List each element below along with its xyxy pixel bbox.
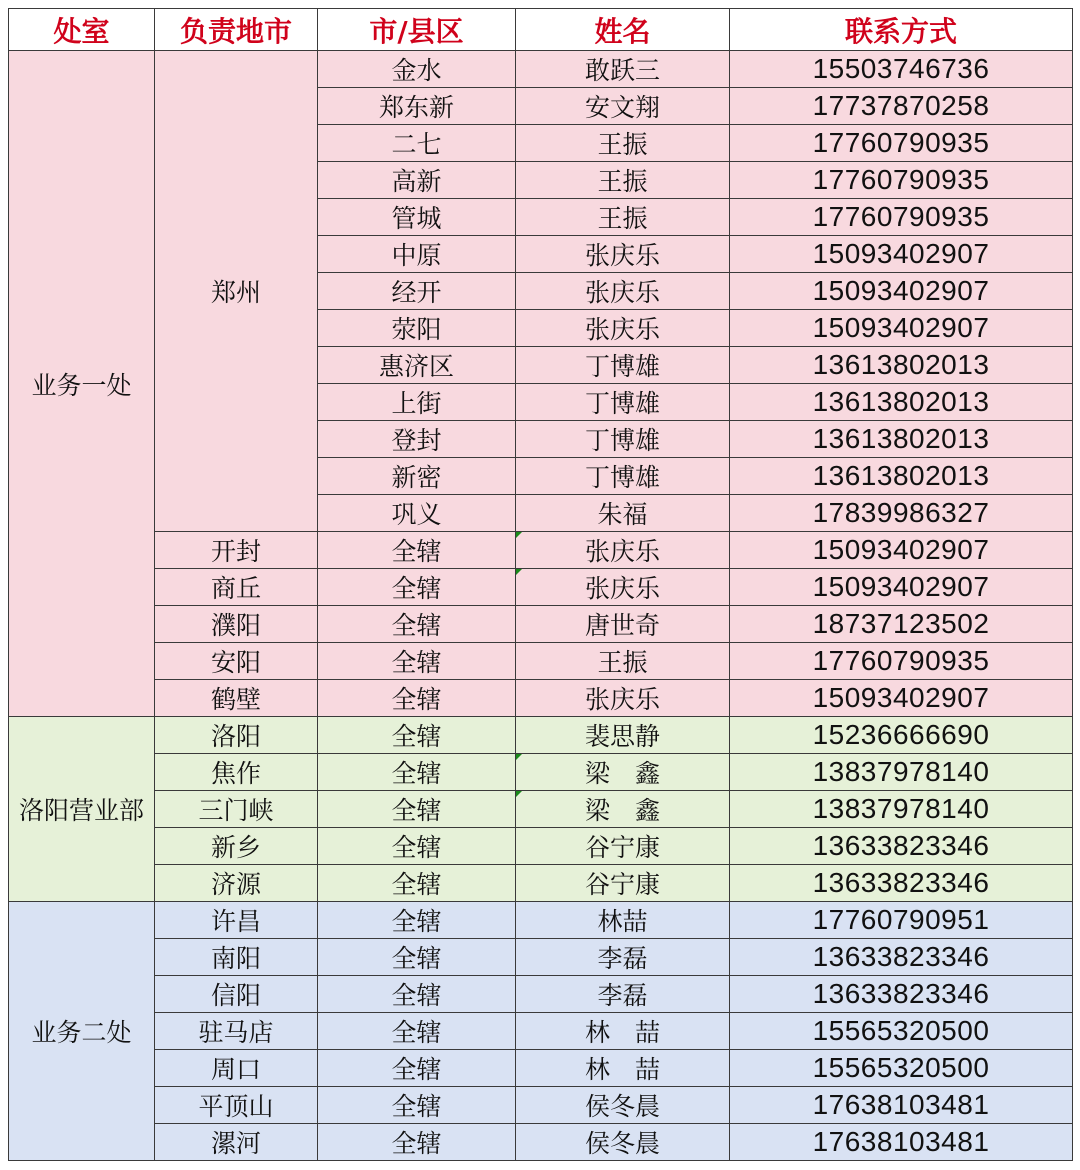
district-cell: 郑东新 xyxy=(318,88,516,125)
phone-cell: 13613802013 xyxy=(730,458,1073,495)
district-cell: 全辖 xyxy=(318,1087,516,1124)
city-cell: 洛阳 xyxy=(155,717,318,754)
name-cell: 李磊 xyxy=(516,976,730,1013)
city-cell: 鹤壁 xyxy=(155,680,318,717)
phone-cell: 17638103481 xyxy=(730,1124,1073,1161)
name-cell: 朱福 xyxy=(516,495,730,532)
phone-cell: 13613802013 xyxy=(730,421,1073,458)
name-cell: 张庆乐 xyxy=(516,532,730,569)
district-cell: 全辖 xyxy=(318,1013,516,1050)
city-cell: 新乡 xyxy=(155,828,318,865)
city-cell: 漯河 xyxy=(155,1124,318,1161)
phone-cell: 13613802013 xyxy=(730,384,1073,421)
city-cell: 郑州 xyxy=(155,51,318,532)
district-cell: 全辖 xyxy=(318,1124,516,1161)
district-cell: 巩义 xyxy=(318,495,516,532)
city-cell: 开封 xyxy=(155,532,318,569)
name-cell: 林 喆 xyxy=(516,1050,730,1087)
district-cell: 全辖 xyxy=(318,828,516,865)
name-cell: 安文翔 xyxy=(516,88,730,125)
table-row xyxy=(9,1050,1073,1087)
district-cell: 全辖 xyxy=(318,680,516,717)
name-cell: 张庆乐 xyxy=(516,569,730,606)
table-row xyxy=(9,791,1073,828)
city-cell: 焦作 xyxy=(155,754,318,791)
phone-cell: 15236666690 xyxy=(730,717,1073,754)
district-cell: 全辖 xyxy=(318,532,516,569)
city-cell: 安阳 xyxy=(155,643,318,680)
name-cell: 张庆乐 xyxy=(516,680,730,717)
name-cell: 裴思静 xyxy=(516,717,730,754)
district-cell: 全辖 xyxy=(318,606,516,643)
phone-cell: 15565320500 xyxy=(730,1050,1073,1087)
district-cell: 上街 xyxy=(318,384,516,421)
table-row xyxy=(9,606,1073,643)
name-cell: 侯冬晨 xyxy=(516,1124,730,1161)
name-cell: 林喆 xyxy=(516,902,730,939)
name-cell: 李磊 xyxy=(516,939,730,976)
table-row xyxy=(9,717,1073,754)
name-cell: 张庆乐 xyxy=(516,310,730,347)
table-row xyxy=(9,939,1073,976)
table-row xyxy=(9,865,1073,902)
name-cell: 丁博雄 xyxy=(516,384,730,421)
office-cell: 业务一处 xyxy=(9,51,155,717)
district-cell: 新密 xyxy=(318,458,516,495)
header-phone: 联系方式 xyxy=(730,9,1073,51)
name-cell: 唐世奇 xyxy=(516,606,730,643)
city-cell: 驻马店 xyxy=(155,1013,318,1050)
phone-cell: 13837978140 xyxy=(730,791,1073,828)
city-cell: 三门峡 xyxy=(155,791,318,828)
phone-cell: 13633823346 xyxy=(730,865,1073,902)
district-cell: 全辖 xyxy=(318,717,516,754)
district-cell: 全辖 xyxy=(318,976,516,1013)
name-cell: 侯冬晨 xyxy=(516,1087,730,1124)
district-cell: 经开 xyxy=(318,273,516,310)
contact-table-container xyxy=(8,8,1072,1161)
city-cell: 许昌 xyxy=(155,902,318,939)
table-row xyxy=(9,680,1073,717)
city-cell: 濮阳 xyxy=(155,606,318,643)
district-cell: 登封 xyxy=(318,421,516,458)
district-cell: 惠济区 xyxy=(318,347,516,384)
district-cell: 全辖 xyxy=(318,902,516,939)
table-header xyxy=(9,9,1073,51)
city-cell: 商丘 xyxy=(155,569,318,606)
table-row xyxy=(9,902,1073,939)
phone-cell: 13633823346 xyxy=(730,939,1073,976)
table-row xyxy=(9,828,1073,865)
phone-cell: 17760790935 xyxy=(730,199,1073,236)
phone-cell: 13613802013 xyxy=(730,347,1073,384)
city-cell: 信阳 xyxy=(155,976,318,1013)
name-cell: 谷宁康 xyxy=(516,828,730,865)
phone-cell: 17760790935 xyxy=(730,643,1073,680)
district-cell: 全辖 xyxy=(318,754,516,791)
district-cell: 中原 xyxy=(318,236,516,273)
district-cell: 全辖 xyxy=(318,643,516,680)
district-cell: 全辖 xyxy=(318,939,516,976)
phone-cell: 13633823346 xyxy=(730,828,1073,865)
phone-cell: 15093402907 xyxy=(730,569,1073,606)
table-row xyxy=(9,976,1073,1013)
name-cell: 敢跃三 xyxy=(516,51,730,88)
office-cell: 业务二处 xyxy=(9,902,155,1161)
district-cell: 二七 xyxy=(318,125,516,162)
table-row xyxy=(9,569,1073,606)
name-cell: 丁博雄 xyxy=(516,421,730,458)
name-cell: 王振 xyxy=(516,125,730,162)
table-body xyxy=(9,51,1073,1161)
name-cell: 张庆乐 xyxy=(516,273,730,310)
header-name: 姓名 xyxy=(516,9,730,51)
phone-cell: 17760790935 xyxy=(730,162,1073,199)
city-cell: 济源 xyxy=(155,865,318,902)
office-cell: 洛阳营业部 xyxy=(9,717,155,902)
table-row xyxy=(9,754,1073,791)
city-cell: 平顶山 xyxy=(155,1087,318,1124)
phone-cell: 17638103481 xyxy=(730,1087,1073,1124)
district-cell: 高新 xyxy=(318,162,516,199)
district-cell: 管城 xyxy=(318,199,516,236)
name-cell: 丁博雄 xyxy=(516,347,730,384)
name-cell: 林 喆 xyxy=(516,1013,730,1050)
contact-table xyxy=(8,8,1073,1161)
name-cell: 王振 xyxy=(516,643,730,680)
phone-cell: 15093402907 xyxy=(730,680,1073,717)
district-cell: 全辖 xyxy=(318,791,516,828)
phone-cell: 15565320500 xyxy=(730,1013,1073,1050)
district-cell: 全辖 xyxy=(318,569,516,606)
name-cell: 梁 鑫 xyxy=(516,754,730,791)
table-row xyxy=(9,51,1073,88)
district-cell: 荥阳 xyxy=(318,310,516,347)
table-row xyxy=(9,1087,1073,1124)
district-cell: 全辖 xyxy=(318,865,516,902)
table-row xyxy=(9,1124,1073,1161)
header-district: 市/县区 xyxy=(318,9,516,51)
header-office: 处室 xyxy=(9,9,155,51)
name-cell: 张庆乐 xyxy=(516,236,730,273)
name-cell: 谷宁康 xyxy=(516,865,730,902)
name-cell: 王振 xyxy=(516,162,730,199)
phone-cell: 15093402907 xyxy=(730,532,1073,569)
table-row xyxy=(9,1013,1073,1050)
phone-cell: 18737123502 xyxy=(730,606,1073,643)
city-cell: 周口 xyxy=(155,1050,318,1087)
phone-cell: 13837978140 xyxy=(730,754,1073,791)
phone-cell: 15093402907 xyxy=(730,273,1073,310)
name-cell: 丁博雄 xyxy=(516,458,730,495)
phone-cell: 15093402907 xyxy=(730,236,1073,273)
phone-cell: 15093402907 xyxy=(730,310,1073,347)
district-cell: 金水 xyxy=(318,51,516,88)
city-cell: 南阳 xyxy=(155,939,318,976)
name-cell: 王振 xyxy=(516,199,730,236)
header-city: 负责地市 xyxy=(155,9,318,51)
header-row xyxy=(9,9,1073,51)
phone-cell: 17839986327 xyxy=(730,495,1073,532)
district-cell: 全辖 xyxy=(318,1050,516,1087)
table-row xyxy=(9,643,1073,680)
phone-cell: 15503746736 xyxy=(730,51,1073,88)
phone-cell: 17760790951 xyxy=(730,902,1073,939)
name-cell: 梁 鑫 xyxy=(516,791,730,828)
phone-cell: 13633823346 xyxy=(730,976,1073,1013)
phone-cell: 17737870258 xyxy=(730,88,1073,125)
table-row xyxy=(9,532,1073,569)
phone-cell: 17760790935 xyxy=(730,125,1073,162)
